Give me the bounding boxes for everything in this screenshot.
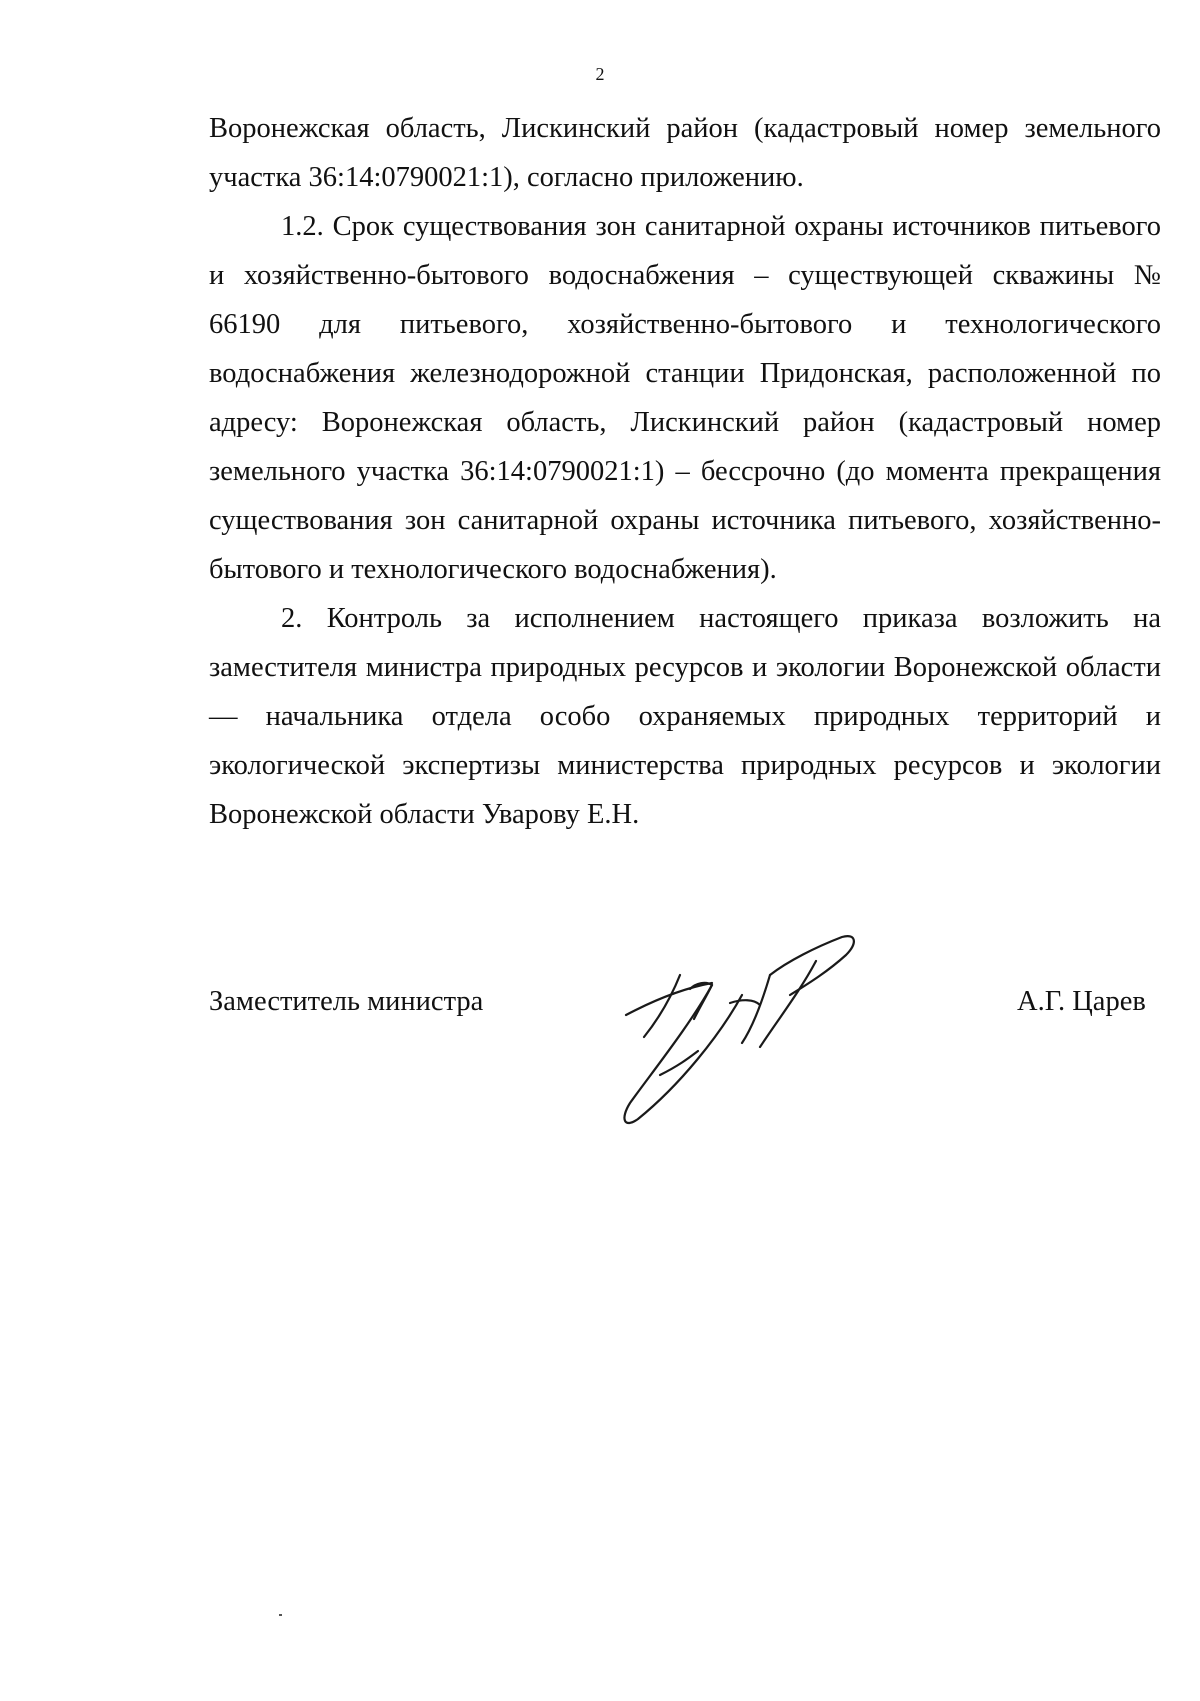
paragraph-clause-1-2: 1.2. Срок существования зон санитарной охраны источников питьевого и хозяйственно-бытового водоснабжения – существующей скважины № 66190 для питьевого, хозяйственно-бытового и технологического водоснабжения железнодорожной станции Придонская, расположенной по адресу: Воронежская область, Лискинский район (кадастровый номер земельного участка 36:14:0790021:1) – бессрочно (до момента прекращения существования зон санитарной охраны источника питьевого, хозяйственно-бытового и технологического водоснабжения). (209, 211, 1161, 585)
signatory-name: А.Г. Царев (1017, 986, 1146, 1017)
document-body (209, 104, 1161, 839)
paragraph-clause-2: 2. Контроль за исполнением настоящего приказа возложить на заместителя министра природных ресурсов и экологии Воронежской области — начальника отдела особо охраняемых природных территорий и экологической экспертизы министерства природных ресурсов и экологии Воронежской области Уварову Е.Н. (209, 603, 1161, 830)
scan-speck (279, 1614, 282, 1616)
signatory-position: Заместитель министра (209, 986, 484, 1017)
paragraph-continuation: Воронежская область, Лискинский район (кадастровый номер земельного участка 36:14:0790021:1), согласно приложению. (209, 113, 1161, 193)
handwritten-signature (620, 925, 960, 1135)
page-number: 2 (595, 64, 605, 84)
